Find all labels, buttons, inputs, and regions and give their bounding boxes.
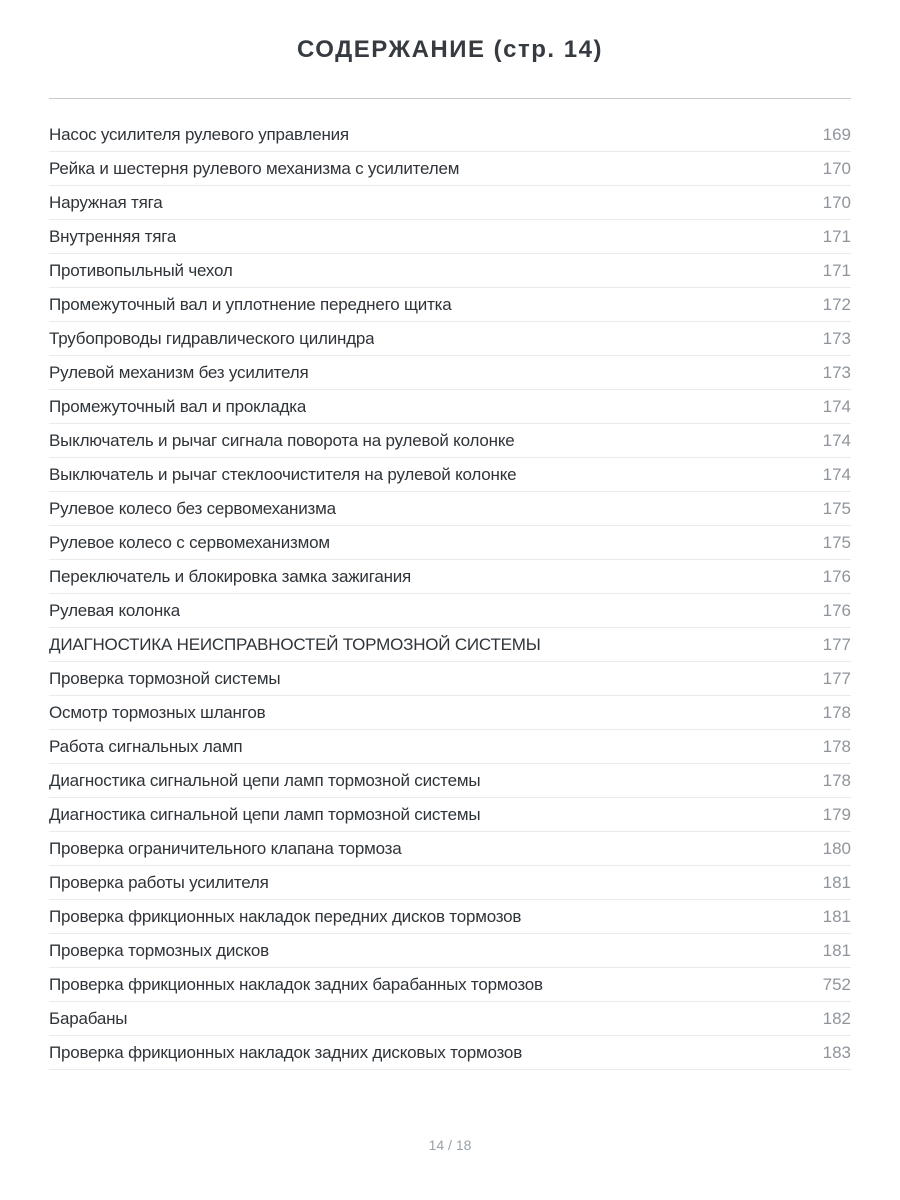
pagination-indicator: 14 / 18 [428,1137,472,1153]
toc-entry-label: Рулевое колесо с сервомеханизмом [49,532,330,552]
toc-row [49,254,851,288]
toc-entry-label: Рейка и шестерня рулевого механизма с усилителем [49,158,460,178]
toc-row [49,662,851,696]
toc-row [49,730,851,764]
toc-entry-label: Диагностика сигнальной цепи ламп тормозной системы [49,770,481,790]
toc-entry-label: Проверка фрикционных накладок передних дисков тормозов [49,906,522,926]
toc-entry-page-number: 172 [822,294,851,314]
page-title: СОДЕРЖАНИЕ (стр. 14) [297,36,603,63]
toc-row [49,798,851,832]
toc-entry-page-number: 174 [822,430,851,450]
toc-entry-label: Трубопроводы гидравлического цилиндра [49,328,375,348]
toc-entry-label: Выключатель и рычаг стеклоочистителя на рулевой колонке [49,464,517,484]
toc-entry-page-number: 181 [822,906,851,926]
toc-row [49,118,851,152]
toc-entry-page-number: 174 [822,464,851,484]
toc-entry-page-number: 170 [822,192,851,212]
toc-entry-label: Наружная тяга [49,192,163,212]
toc-entry-page-number: 179 [822,804,851,824]
toc-entry-page-number: 176 [822,600,851,620]
toc-entry-label: Проверка работы усилителя [49,872,269,892]
toc-row [49,934,851,968]
toc-entry-page-number: 175 [822,498,851,518]
toc-entry-label: Проверка фрикционных накладок задних дисковых тормозов [49,1042,523,1062]
toc-entry-page-number: 177 [822,634,851,654]
toc-row [49,1002,851,1036]
toc-entry-label: Выключатель и рычаг сигнала поворота на рулевой колонке [49,430,515,450]
toc-entry-label: Рулевое колесо без сервомеханизма [49,498,336,518]
toc-entry-page-number: 178 [822,770,851,790]
toc-entry-label: Барабаны [49,1008,128,1028]
toc-entry-page-number: 177 [822,668,851,688]
toc-row [49,424,851,458]
toc-entry-page-number: 170 [822,158,851,178]
toc-entry-page-number: 181 [822,872,851,892]
toc-entry-label: Рулевая колонка [49,600,180,620]
toc-entry-page-number: 178 [822,702,851,722]
toc-row [49,492,851,526]
toc-row [49,1036,851,1070]
toc-row [49,628,851,662]
toc-entry-page-number: 169 [822,124,851,144]
toc-row [49,220,851,254]
toc-entry-page-number: 171 [822,226,851,246]
toc-list [49,99,851,1070]
toc-row [49,866,851,900]
toc-row [49,356,851,390]
toc-row [49,186,851,220]
toc-entry-page-number: 173 [822,328,851,348]
toc-row [49,900,851,934]
toc-entry-label: Осмотр тормозных шлангов [49,702,266,722]
toc-entry-label: Противопыльный чехол [49,260,233,280]
toc-entry-label: Насос усилителя рулевого управления [49,124,349,144]
toc-entry-page-number: 178 [822,736,851,756]
toc-entry-label: Проверка фрикционных накладок задних барабанных тормозов [49,974,543,994]
toc-entry-label: ДИАГНОСТИКА НЕИСПРАВНОСТЕЙ ТОРМОЗНОЙ СИСТЕМЫ [49,634,541,654]
toc-entry-label: Проверка тормозной системы [49,668,281,688]
toc-row [49,390,851,424]
toc-entry-label: Промежуточный вал и прокладка [49,396,307,416]
toc-row [49,322,851,356]
toc-row [49,560,851,594]
toc-entry-label: Переключатель и блокировка замка зажигания [49,566,412,586]
toc-entry-label: Проверка ограничительного клапана тормоза [49,838,402,858]
toc-row [49,152,851,186]
toc-row [49,968,851,1002]
toc-row [49,594,851,628]
toc-entry-label: Работа сигнальных ламп [49,736,243,756]
toc-row [49,764,851,798]
toc-entry-page-number: 175 [822,532,851,552]
toc-entry-page-number: 183 [822,1042,851,1062]
toc-entry-page-number: 171 [822,260,851,280]
toc-entry-page-number: 182 [822,1008,851,1028]
toc-row [49,832,851,866]
toc-row [49,696,851,730]
toc-entry-page-number: 180 [822,838,851,858]
toc-row [49,458,851,492]
toc-entry-page-number: 173 [822,362,851,382]
toc-entry-label: Рулевой механизм без усилителя [49,362,309,382]
toc-entry-label: Внутренняя тяга [49,226,177,246]
toc-entry-page-number: 752 [822,974,851,994]
toc-entry-page-number: 174 [822,396,851,416]
toc-entry-label: Промежуточный вал и уплотнение переднего щитка [49,294,452,314]
toc-entry-page-number: 176 [822,566,851,586]
toc-row [49,526,851,560]
toc-entry-label: Проверка тормозных дисков [49,940,269,960]
toc-entry-page-number: 181 [822,940,851,960]
toc-entry-label: Диагностика сигнальной цепи ламп тормозной системы [49,804,481,824]
toc-row [49,288,851,322]
